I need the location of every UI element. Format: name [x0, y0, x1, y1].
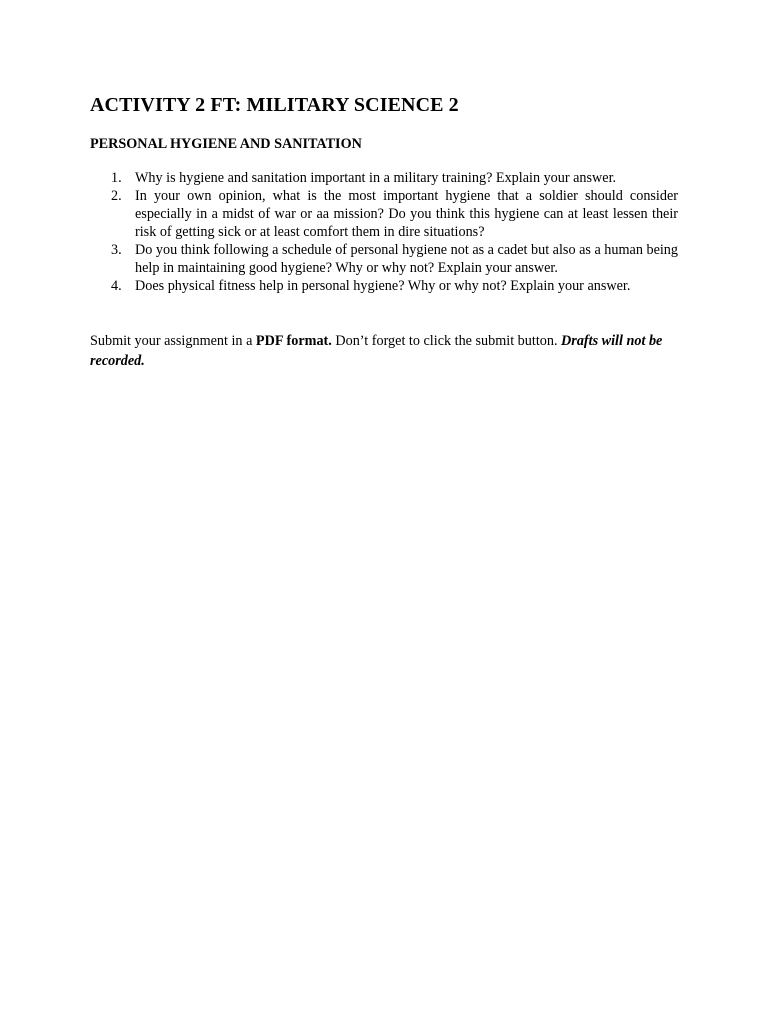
question-list: [90, 169, 678, 295]
note-format-emphasis: PDF format.: [255, 333, 332, 349]
note-drafts-warning: Drafts will not be recorded.: [90, 333, 663, 369]
note-text-start: Submit your assignment in a: [90, 333, 256, 349]
question-number: 4.: [111, 278, 122, 294]
note-text-middle: Don’t forget to click the submit button.: [331, 333, 562, 349]
list-item: [90, 169, 678, 187]
question-text: Do you think following a schedule of personal hygiene not as a cadet but also as a human being help in maintaining good hygiene? Why or why not? Explain your answer.: [135, 242, 678, 276]
submission-note: [90, 331, 678, 371]
section-subtitle: PERSONAL HYGIENE AND SANITATION: [90, 136, 362, 152]
question-text: Does physical fitness help in personal hygiene? Why or why not? Explain your answer.: [135, 278, 631, 294]
question-number: 1.: [111, 170, 122, 186]
question-number: 3.: [111, 242, 122, 258]
list-item: [90, 277, 678, 295]
page-title: ACTIVITY 2 FT: MILITARY SCIENCE 2: [90, 94, 459, 116]
question-text: In your own opinion, what is the most important hygiene that a soldier should consider especially in a midst of war or aa mission? Do you think this hygiene can at least lessen their risk of getting sick or at least comfort them in dire situations?: [135, 188, 678, 240]
question-number: 2.: [111, 188, 122, 204]
list-item: [90, 187, 678, 241]
list-item: [90, 241, 678, 277]
question-text: Why is hygiene and sanitation important in a military training? Explain your answer.: [135, 170, 617, 186]
